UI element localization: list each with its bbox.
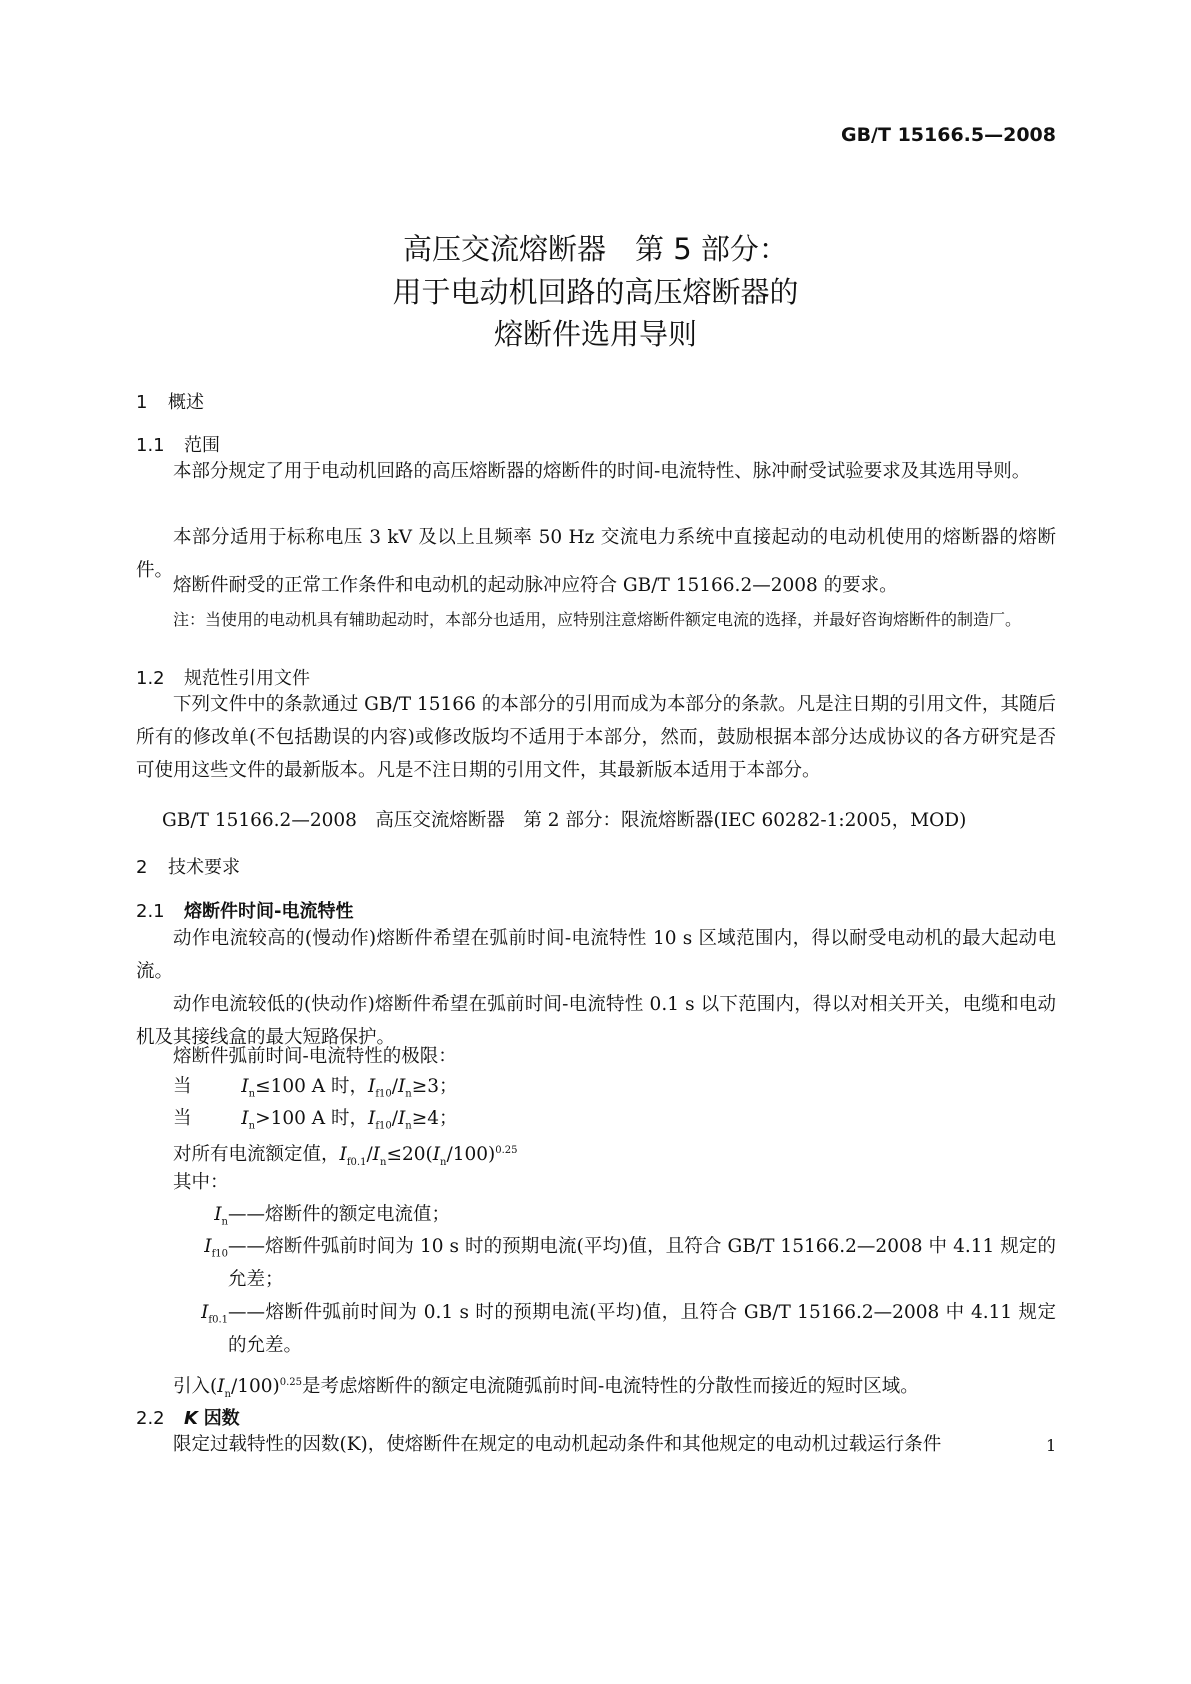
note: 注：当使用的电动机具有辅助起动时，本部分也适用，应特别注意熔断件额定电流的选择，并最好咨询熔断件的制造厂。 — [173, 610, 1022, 629]
definition-symbol — [136, 1230, 228, 1271]
text: /100) — [230, 1376, 280, 1398]
section-heading-2-1 — [136, 897, 353, 923]
subscript: n — [224, 1388, 231, 1400]
section-number: 1.1 — [136, 435, 165, 456]
subscript: f10 — [211, 1248, 228, 1260]
symbol-i: I — [372, 1144, 380, 1166]
slash: / — [391, 1108, 398, 1129]
title-line-3: 熔断件选用导则 — [493, 317, 697, 351]
paragraph-scope-2: 本部分适用于标称电压 3 kV 及以上且频率 50 Hz 交流电力系统中直接起动的电动机使用的熔断器的熔断件。 — [136, 527, 1056, 581]
subscript: n — [405, 1088, 412, 1100]
symbol-i: I — [241, 1108, 249, 1129]
section-title: 规范性引用文件 — [184, 668, 310, 689]
page-number: 1 — [1046, 1436, 1057, 1455]
subscript: n — [248, 1088, 256, 1100]
section-number: 2.2 — [136, 1408, 165, 1429]
definition-text: ——熔断件的额定电流值； — [228, 1204, 451, 1225]
symbol-i: I — [397, 1108, 406, 1129]
subscript: f0.1 — [346, 1156, 367, 1168]
subscript: n — [405, 1120, 412, 1132]
subscript: f10 — [375, 1120, 392, 1132]
section-heading-1 — [136, 388, 204, 414]
subscript: f0.1 — [208, 1314, 228, 1326]
section-number: 1.2 — [136, 668, 165, 689]
section-heading-1-1 — [136, 431, 220, 457]
section-heading-2 — [136, 853, 240, 879]
symbol-i: I — [204, 1236, 212, 1257]
condition-text: ≤100 A 时， — [255, 1076, 368, 1097]
paragraph-limits-intro: 熔断件弧前时间-电流特性的极限： — [173, 1046, 457, 1067]
exponent: 0.25 — [279, 1377, 303, 1388]
symbol-i: I — [214, 1204, 222, 1225]
section-number: 2.1 — [136, 901, 165, 922]
section-title: 范围 — [184, 435, 220, 456]
title-line-2: 用于电动机回路的高压熔断器的 — [392, 275, 799, 309]
paragraph-k-factor: 限定过载特性的因数(K)，使熔断件在规定的电动机起动条件和其他规定的电动机过载运行条件 — [173, 1434, 942, 1455]
paragraph-scope-1: 本部分规定了用于电动机回路的高压熔断器的熔断件的时间-电流特性、脉冲耐受试验要求及其选用导则。 — [173, 461, 1031, 482]
definition-text: ——熔断件弧前时间为 10 s 时的预期电流(平均)值，且符合 GB/T 15166.2—2008 中 4.11 规定的允差； — [228, 1236, 1056, 1290]
reference-item: GB/T 15166.2—2008 高压交流熔断器 第 2 部分：限流熔断器(IEC 60282-1:2005，MOD) — [162, 810, 967, 831]
text: 引入( — [173, 1376, 218, 1398]
symbol-i: I — [368, 1108, 376, 1129]
section-number: 1 — [136, 392, 148, 413]
condition-label: 当 — [173, 1108, 192, 1129]
definition-symbol — [136, 1296, 228, 1337]
symbol-i: I — [368, 1076, 376, 1097]
subscript: n — [379, 1156, 387, 1168]
section-title: 概述 — [168, 392, 204, 413]
condition-text: 对所有电流额定值， — [173, 1144, 340, 1166]
paragraph-exponent-note — [173, 1368, 919, 1410]
subscript: n — [440, 1156, 447, 1168]
paragraph-slow-fuse: 动作电流较高的(慢动作)熔断件希望在弧前时间-电流特性 10 s 区域范围内，得以耐受电动机的最大起动电流。 — [136, 928, 1056, 982]
definition-text: ——熔断件弧前时间为 0.1 s 时的预期电流(平均)值，且符合 GB/T 15166.2—2008 中 4.11 规定的允差。 — [228, 1302, 1056, 1356]
k-symbol: K — [184, 1408, 198, 1429]
condition-text: ≥3； — [411, 1076, 458, 1097]
section-number: 2 — [136, 857, 148, 878]
paragraph-fast-fuse: 动作电流较低的(快动作)熔断件希望在弧前时间-电流特性 0.1 s 以下范围内，得以对相关开关，电缆和电动机及其接线盒的最大短路保护。 — [136, 994, 1056, 1048]
paragraph-scope-3: 熔断件耐受的正常工作条件和电动机的起动脉冲应符合 GB/T 15166.2—2008 的要求。 — [173, 575, 898, 596]
exponent: 0.25 — [495, 1145, 518, 1156]
symbol-i: I — [397, 1076, 406, 1097]
section-heading-2-2 — [136, 1404, 240, 1430]
condition-text: /100) — [446, 1144, 496, 1166]
condition-text: ≤20( — [386, 1144, 433, 1166]
section-title: 技术要求 — [168, 857, 240, 878]
slash: / — [366, 1144, 373, 1166]
subscript: n — [221, 1216, 228, 1228]
standard-code: GB/T 15166.5—2008 — [840, 124, 1056, 146]
section-heading-1-2 — [136, 664, 310, 690]
title-line-1: 高压交流熔断器 第 5 部分： — [403, 232, 788, 266]
slash: / — [391, 1076, 398, 1097]
section-title: 因数 — [203, 1408, 240, 1429]
symbol-i: I — [339, 1144, 347, 1166]
condition-label: 当 — [173, 1076, 192, 1097]
symbol-i: I — [201, 1302, 209, 1323]
condition-text: >100 A 时， — [255, 1108, 368, 1129]
subscript: n — [248, 1120, 256, 1132]
text: 是考虑熔断件的额定电流随弧前时间-电流特性的分散性而接近的短时区域。 — [302, 1376, 919, 1398]
symbol-i: I — [241, 1076, 249, 1097]
symbol-i: I — [432, 1144, 441, 1166]
subscript: f10 — [375, 1088, 392, 1100]
condition-text: ≥4； — [411, 1108, 458, 1129]
paragraph-normative-references: 下列文件中的条款通过 GB/T 15166 的本部分的引用而成为本部分的条款。凡是注日期的引用文件，其随后所有的修改单(不包括勘误的内容)或修改版均不适用于本部分，然而，鼓励根据本部分达成协议的各方研究是否可使用这些文件的最新版本。凡是不注日期的引用文件，其最新版本适用于本部分。 — [136, 694, 1056, 781]
symbol-i: I — [217, 1376, 225, 1398]
where-label: 其中： — [173, 1172, 229, 1193]
section-title: 熔断件时间-电流特性 — [184, 901, 354, 922]
